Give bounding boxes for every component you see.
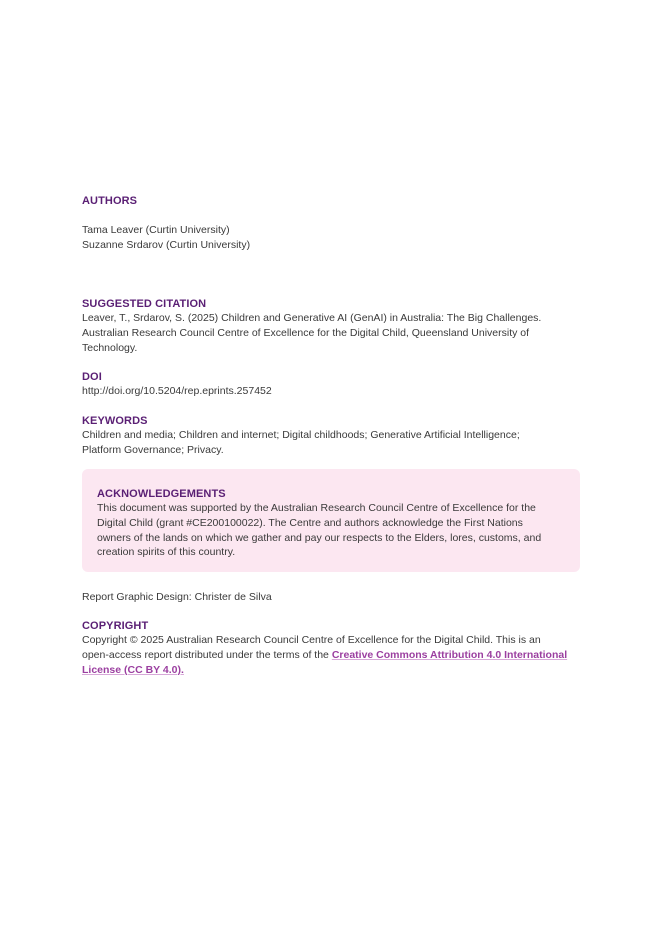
copyright-section [82,619,580,677]
design-credit: Report Graphic Design: Christer de Silva [82,591,272,603]
acknowledgements-box [82,469,580,572]
acknowledgements-line: This document was supported by the Australian Research Council Centre of Excellence for the [97,502,536,514]
doi-heading: DOI [82,371,102,383]
citation-line: Australian Research Council Centre of Excellence for the Digital Child, Queensland University of [82,326,530,339]
cc-license-link[interactable]: Creative Commons Attribution 4.0 International [331,648,568,661]
keywords-section [82,414,580,458]
citation-line: Leaver, T., Srdarov, S. (2025) Children and Generative AI (GenAI) in Australia: The Big Challenges. [82,312,542,324]
author-name: Suzanne Srdarov (Curtin University) [82,238,251,251]
cc-license-link[interactable]: License (CC BY 4.0). [82,663,184,676]
acknowledgements-line: creation spirits of this country. [97,546,236,559]
copyright-line: Copyright © 2025 Australian Research Council Centre of Excellence for the Digital Child. This is an [82,634,541,646]
copyright-text: open-access report distributed under the terms of the [82,648,332,661]
acknowledgements-heading: ACKNOWLEDGEMENTS [97,488,226,500]
keywords-line: Platform Governance; Privacy. [82,443,224,456]
design-credit-section [82,590,580,605]
doi-value: http://doi.org/10.5204/rep.eprints.257452 [82,385,272,397]
keywords-heading: KEYWORDS [82,415,148,427]
citation-section [82,297,580,355]
copyright-line [82,663,580,678]
doi-section [82,370,580,399]
keywords-line: Children and media; Children and internet; Digital childhoods; Generative Artificial Intelligence; [82,429,520,441]
author-name: Tama Leaver (Curtin University) [82,224,230,236]
acknowledgements-line: owners of the lands on which we gather and pay our respects to the Elders, lores, customs, and [97,531,542,544]
copyright-line [82,648,580,663]
author-list [82,223,580,253]
acknowledgements-line: Digital Child (grant #CE200100022). The Centre and authors acknowledge the First Nations [97,516,523,529]
citation-heading: SUGGESTED CITATION [82,298,207,310]
authors-heading: AUTHORS [82,195,138,207]
copyright-heading: COPYRIGHT [82,620,149,632]
authors-section [82,194,580,253]
citation-line: Technology. [82,341,138,354]
